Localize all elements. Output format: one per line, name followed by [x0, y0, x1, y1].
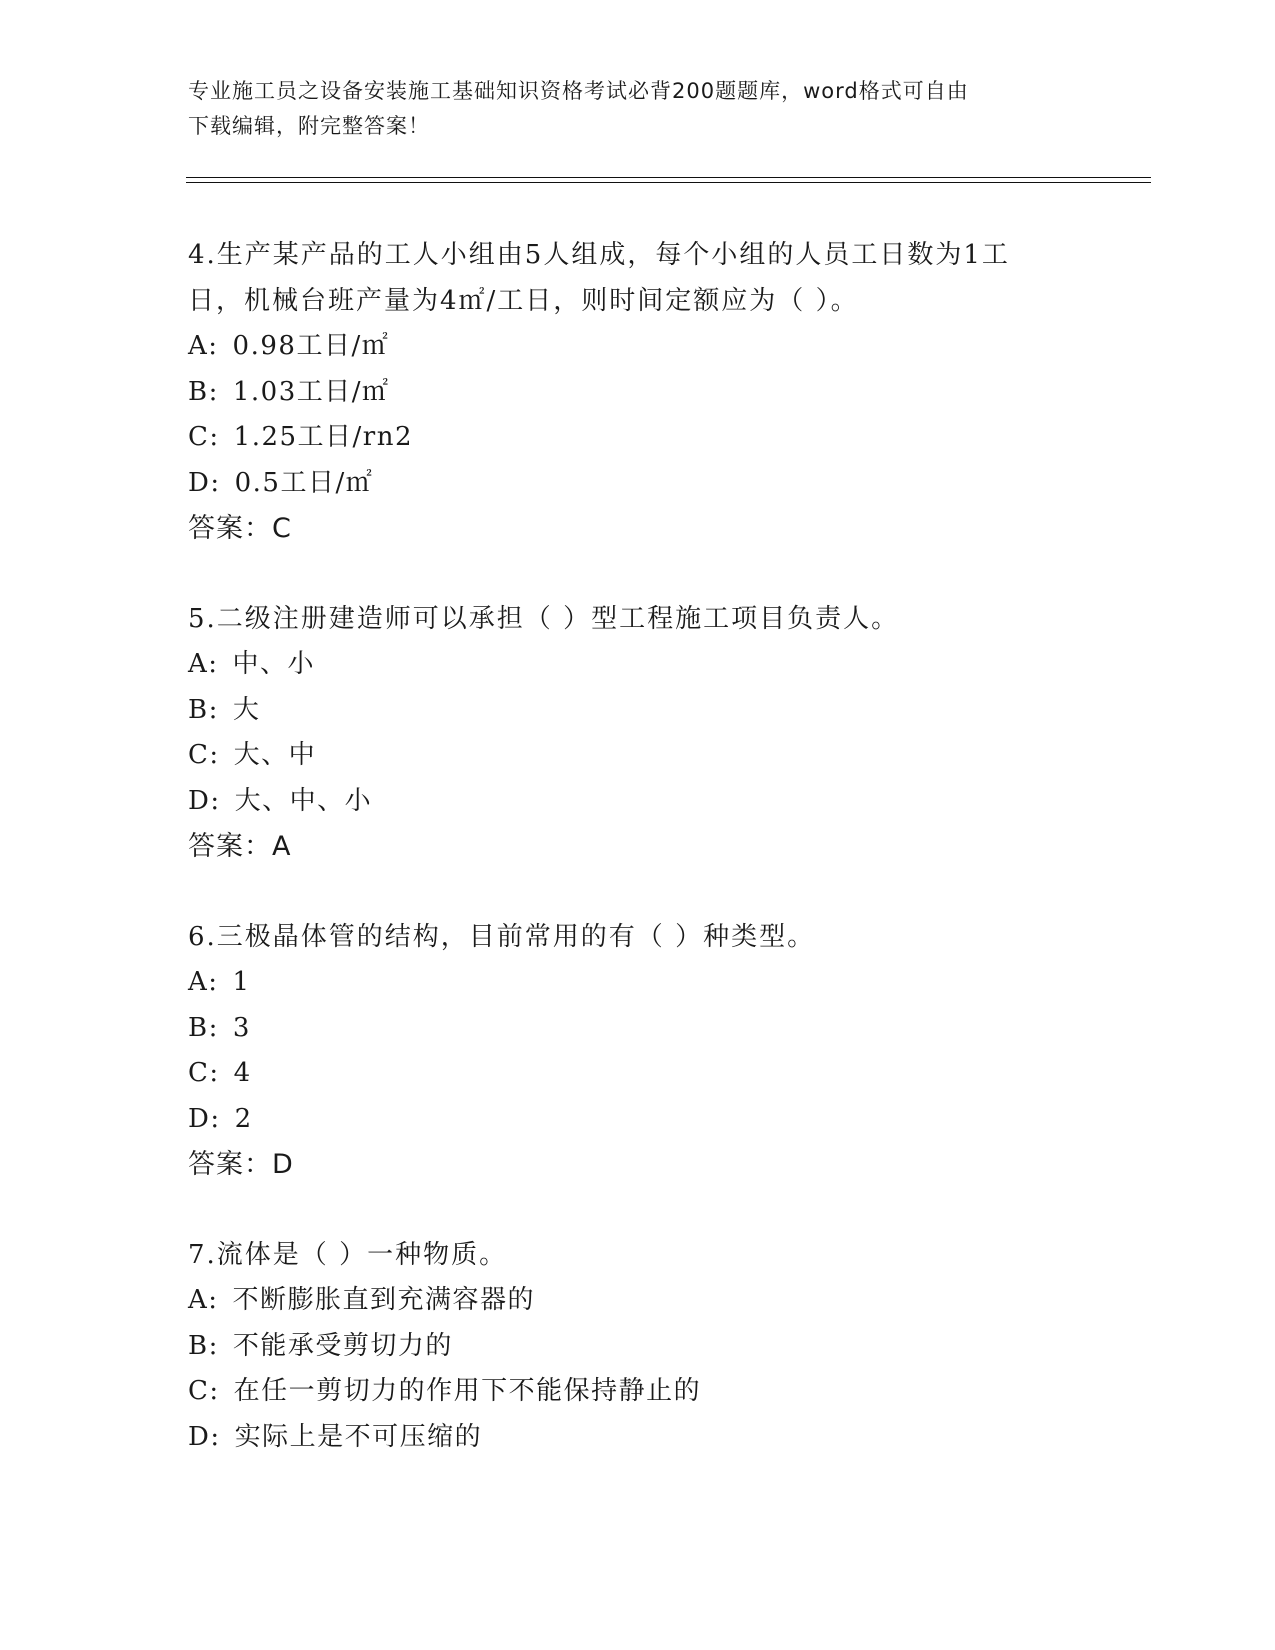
option-c	[188, 1051, 1148, 1097]
option-text: 3	[232, 1012, 251, 1043]
option-a	[188, 324, 1148, 370]
answer-line: 答案：A	[188, 831, 292, 862]
option-letter: B:	[188, 376, 219, 407]
option-text: 0.5工日/㎡	[234, 467, 374, 498]
option-text: 1	[232, 967, 251, 997]
option-b	[188, 688, 1148, 734]
answer-line: 答案：D	[188, 1149, 294, 1180]
option-letter: A:	[188, 967, 219, 997]
option-a	[188, 1278, 1148, 1324]
option-letter: C:	[188, 422, 220, 452]
option-text: 实际上是不可压缩的	[234, 1421, 483, 1452]
option-text: 中、小	[232, 649, 316, 679]
option-text: 1.25工日/rn2	[233, 422, 414, 452]
option-letter: C:	[188, 740, 220, 770]
option-a	[188, 642, 1148, 688]
question-text: 5.二级注册建造师可以承担（ ）型工程施工项目负责人。	[188, 604, 900, 634]
option-letter: B:	[188, 1330, 219, 1361]
option-text: 大、中、小	[234, 785, 373, 816]
question-5	[188, 596, 1148, 870]
option-c	[188, 733, 1148, 779]
option-d	[188, 461, 1148, 507]
question-text: 日，机械台班产量为4㎡/工日，则时间定额应为（ ）。	[188, 286, 859, 316]
question-text: 4.生产某产品的工人小组由5人组成，每个小组的人员工日数为1工	[188, 240, 1010, 270]
option-text: 大、中	[233, 740, 317, 770]
option-letter: D:	[188, 1421, 221, 1452]
option-c	[188, 1369, 1148, 1415]
option-text: 1.03工日/㎡	[232, 376, 390, 407]
option-letter: A:	[188, 649, 219, 679]
option-text: 不能承受剪切力的	[232, 1330, 453, 1361]
option-b	[188, 1324, 1148, 1370]
option-b	[188, 1006, 1148, 1052]
option-letter: C:	[188, 1058, 220, 1088]
option-c	[188, 415, 1148, 461]
question-text: 6.三极晶体管的结构，目前常用的有（ ）种类型。	[188, 922, 816, 952]
option-text: 在任一剪切力的作用下不能保持静止的	[233, 1376, 702, 1406]
option-d	[188, 779, 1148, 825]
option-b	[188, 370, 1148, 416]
option-letter: B:	[188, 694, 219, 725]
question-4	[188, 232, 1148, 552]
document-header	[188, 74, 1088, 144]
option-d	[188, 1415, 1148, 1461]
question-6	[188, 914, 1148, 1188]
option-letter: A:	[188, 331, 219, 361]
option-letter: D:	[188, 785, 221, 816]
option-text: 不断膨胀直到充满容器的	[232, 1285, 536, 1315]
header-divider-top	[186, 177, 1151, 178]
option-letter: C:	[188, 1376, 220, 1406]
header-line-2: 下载编辑，附完整答案！	[188, 114, 430, 138]
option-letter: D:	[188, 1103, 221, 1134]
option-text: 4	[233, 1058, 252, 1088]
option-a	[188, 960, 1148, 1006]
option-text: 2	[234, 1103, 253, 1134]
header-line-1: 专业施工员之设备安装施工基础知识资格考试必背200题题库，word格式可自由	[188, 79, 969, 103]
question-7	[188, 1232, 1148, 1460]
question-text: 7.流体是（ ）一种物质。	[188, 1240, 508, 1270]
option-letter: B:	[188, 1012, 219, 1043]
question-list	[188, 232, 1148, 1504]
option-text: 0.98工日/㎡	[232, 331, 390, 361]
option-letter: D:	[188, 467, 221, 498]
option-text: 大	[232, 694, 261, 725]
option-d	[188, 1097, 1148, 1143]
header-divider-bottom	[186, 182, 1151, 183]
option-letter: A:	[188, 1285, 219, 1315]
answer-line: 答案：C	[188, 513, 292, 544]
